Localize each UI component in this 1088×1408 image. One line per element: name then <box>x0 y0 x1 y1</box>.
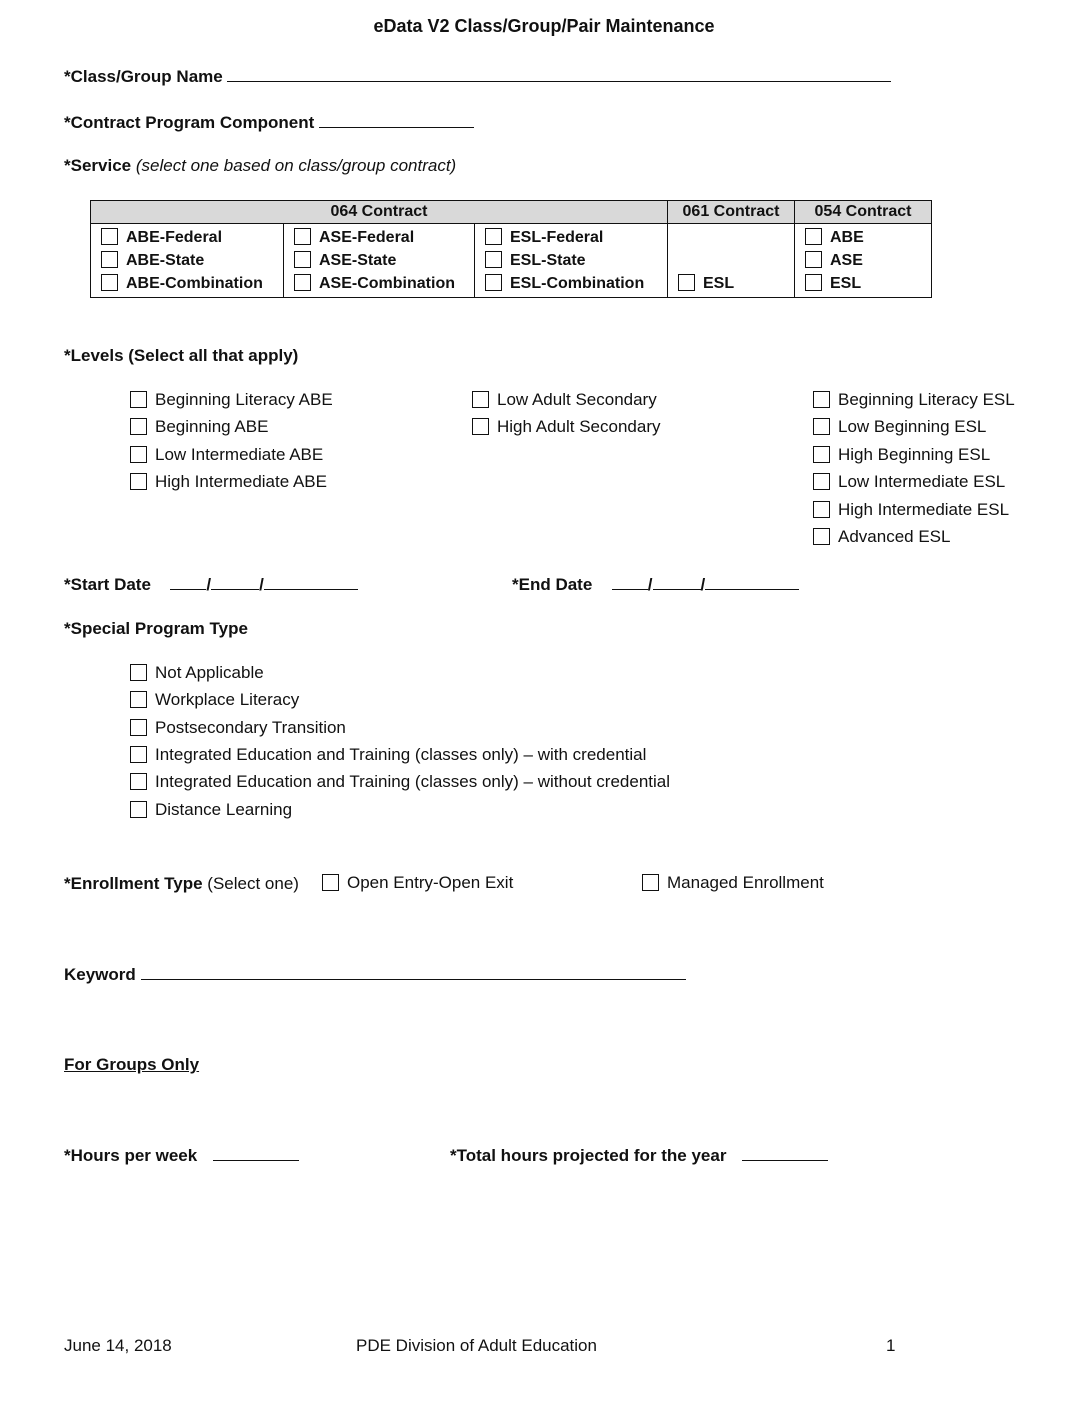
header-054-contract: 054 Contract <box>795 201 932 224</box>
total-hours-row <box>450 1145 828 1166</box>
contract-component-field[interactable] <box>319 112 474 128</box>
checkbox[interactable] <box>294 228 311 245</box>
start-date-row: *Start Date / / <box>64 574 358 595</box>
class-group-name-field[interactable] <box>227 66 891 82</box>
cell-064-esl <box>475 224 668 298</box>
special-program-distance-learning[interactable]: Distance Learning <box>130 800 292 820</box>
checkbox[interactable] <box>130 746 147 763</box>
level-low-beginning-esl[interactable]: Low Beginning ESL <box>813 417 986 437</box>
checkbox[interactable] <box>130 446 147 463</box>
enrollment-managed[interactable]: Managed Enrollment <box>642 873 824 893</box>
service-label: *Service <box>64 156 132 175</box>
contract-component-row <box>64 112 474 133</box>
service-option-ase-federal[interactable]: ASE-Federal <box>294 226 474 249</box>
checkbox[interactable] <box>130 664 147 681</box>
groups-only-heading: For Groups Only <box>64 1055 200 1074</box>
hours-per-week-row <box>64 1145 299 1166</box>
service-option-abe-state[interactable]: ABE-State <box>101 249 283 272</box>
end-date-row: *End Date / / <box>512 574 799 595</box>
level-low-intermediate-esl[interactable]: Low Intermediate ESL <box>813 472 1005 492</box>
cell-064-abe <box>91 224 284 298</box>
checkbox[interactable] <box>813 418 830 435</box>
enrollment-open-entry-open-exit[interactable]: Open Entry-Open Exit <box>322 873 513 893</box>
service-option-esl-state[interactable]: ESL-State <box>485 249 667 272</box>
service-option-054-abe[interactable]: ABE <box>805 226 931 249</box>
keyword-field[interactable] <box>141 964 686 980</box>
level-high-intermediate-abe[interactable]: High Intermediate ABE <box>130 472 327 492</box>
checkbox[interactable] <box>805 228 822 245</box>
level-high-intermediate-esl[interactable]: High Intermediate ESL <box>813 500 1009 520</box>
level-low-adult-secondary[interactable]: Low Adult Secondary <box>472 390 657 410</box>
checkbox[interactable] <box>130 773 147 790</box>
special-program-postsecondary-transition[interactable]: Postsecondary Transition <box>130 718 346 738</box>
level-beginning-literacy-esl[interactable]: Beginning Literacy ESL <box>813 390 1015 410</box>
start-date-year-field[interactable] <box>264 574 358 590</box>
end-date-year-field[interactable] <box>705 574 799 590</box>
checkbox[interactable] <box>485 274 502 291</box>
end-date-day-field[interactable] <box>653 574 701 590</box>
special-program-iet-with-credential[interactable]: Integrated Education and Training (classes only) – with credential <box>130 745 646 765</box>
checkbox[interactable] <box>130 418 147 435</box>
level-advanced-esl[interactable]: Advanced ESL <box>813 527 950 547</box>
service-option-esl-combination[interactable]: ESL-Combination <box>485 272 667 295</box>
footer-division: PDE Division of Adult Education <box>356 1336 597 1355</box>
checkbox[interactable] <box>294 251 311 268</box>
keyword-row <box>64 964 686 985</box>
special-program-not-applicable[interactable]: Not Applicable <box>130 663 264 683</box>
service-option-abe-federal[interactable]: ABE-Federal <box>101 226 283 249</box>
class-group-name-label: *Class/Group Name <box>64 67 223 86</box>
page-title: eData V2 Class/Group/Pair Maintenance <box>373 16 715 36</box>
hours-per-week-label: *Hours per week <box>64 1146 198 1165</box>
checkbox[interactable] <box>130 391 147 408</box>
checkbox[interactable] <box>130 719 147 736</box>
checkbox[interactable] <box>813 446 830 463</box>
end-date-label: *End Date <box>512 575 593 594</box>
service-option-054-ase[interactable]: ASE <box>805 249 931 272</box>
checkbox[interactable] <box>130 473 147 490</box>
service-option-ase-state[interactable]: ASE-State <box>294 249 474 272</box>
checkbox[interactable] <box>130 691 147 708</box>
start-date-label: *Start Date <box>64 575 151 594</box>
checkbox[interactable] <box>322 874 339 891</box>
service-option-esl-federal[interactable]: ESL-Federal <box>485 226 667 249</box>
checkbox[interactable] <box>101 251 118 268</box>
service-option-061-esl[interactable]: ESL <box>678 272 794 295</box>
enrollment-type-row <box>64 874 299 894</box>
cell-061 <box>668 224 795 298</box>
service-option-ase-combination[interactable]: ASE-Combination <box>294 272 474 295</box>
class-group-name-row <box>64 66 891 87</box>
checkbox[interactable] <box>485 251 502 268</box>
service-option-abe-combination[interactable]: ABE-Combination <box>101 272 283 295</box>
checkbox[interactable] <box>642 874 659 891</box>
checkbox[interactable] <box>813 473 830 490</box>
service-heading <box>64 156 456 176</box>
checkbox[interactable] <box>813 528 830 545</box>
enrollment-note: (Select one) <box>207 874 299 893</box>
level-high-adult-secondary[interactable]: High Adult Secondary <box>472 417 661 437</box>
checkbox[interactable] <box>485 228 502 245</box>
contract-component-label: *Contract Program Component <box>64 113 315 132</box>
service-option-054-esl[interactable]: ESL <box>805 272 931 295</box>
total-hours-label: *Total hours projected for the year <box>450 1146 727 1165</box>
header-064-contract: 064 Contract <box>91 201 668 224</box>
checkbox[interactable] <box>101 274 118 291</box>
service-table <box>90 200 932 298</box>
keyword-label: Keyword <box>64 965 136 984</box>
checkbox[interactable] <box>472 391 489 408</box>
hours-per-week-field[interactable] <box>213 1145 299 1161</box>
special-program-workplace-literacy[interactable]: Workplace Literacy <box>130 690 299 710</box>
special-program-iet-without-credential[interactable]: Integrated Education and Training (classes only) – without credential <box>130 772 670 792</box>
levels-label: *Levels (Select all that apply) <box>64 346 299 365</box>
checkbox[interactable] <box>101 228 118 245</box>
special-program-label: *Special Program Type <box>64 619 248 638</box>
checkbox[interactable] <box>678 274 695 291</box>
total-hours-field[interactable] <box>742 1145 828 1161</box>
footer-page-number: 1 <box>886 1336 896 1355</box>
footer-date: June 14, 2018 <box>64 1336 172 1355</box>
checkbox[interactable] <box>294 274 311 291</box>
start-date-month-field[interactable] <box>170 574 206 590</box>
level-high-beginning-esl[interactable]: High Beginning ESL <box>813 445 990 465</box>
checkbox[interactable] <box>130 801 147 818</box>
header-061-contract: 061 Contract <box>668 201 795 224</box>
end-date-month-field[interactable] <box>612 574 648 590</box>
checkbox[interactable] <box>813 501 830 518</box>
enrollment-label: *Enrollment Type <box>64 874 203 893</box>
level-beginning-literacy-abe[interactable]: Beginning Literacy ABE <box>130 390 333 410</box>
start-date-day-field[interactable] <box>211 574 259 590</box>
checkbox[interactable] <box>805 251 822 268</box>
checkbox[interactable] <box>472 418 489 435</box>
cell-054 <box>795 224 932 298</box>
checkbox[interactable] <box>813 391 830 408</box>
service-note: (select one based on class/group contract) <box>135 156 457 175</box>
level-low-intermediate-abe[interactable]: Low Intermediate ABE <box>130 445 323 465</box>
cell-064-ase <box>284 224 475 298</box>
level-beginning-abe[interactable]: Beginning ABE <box>130 417 268 437</box>
checkbox[interactable] <box>805 274 822 291</box>
